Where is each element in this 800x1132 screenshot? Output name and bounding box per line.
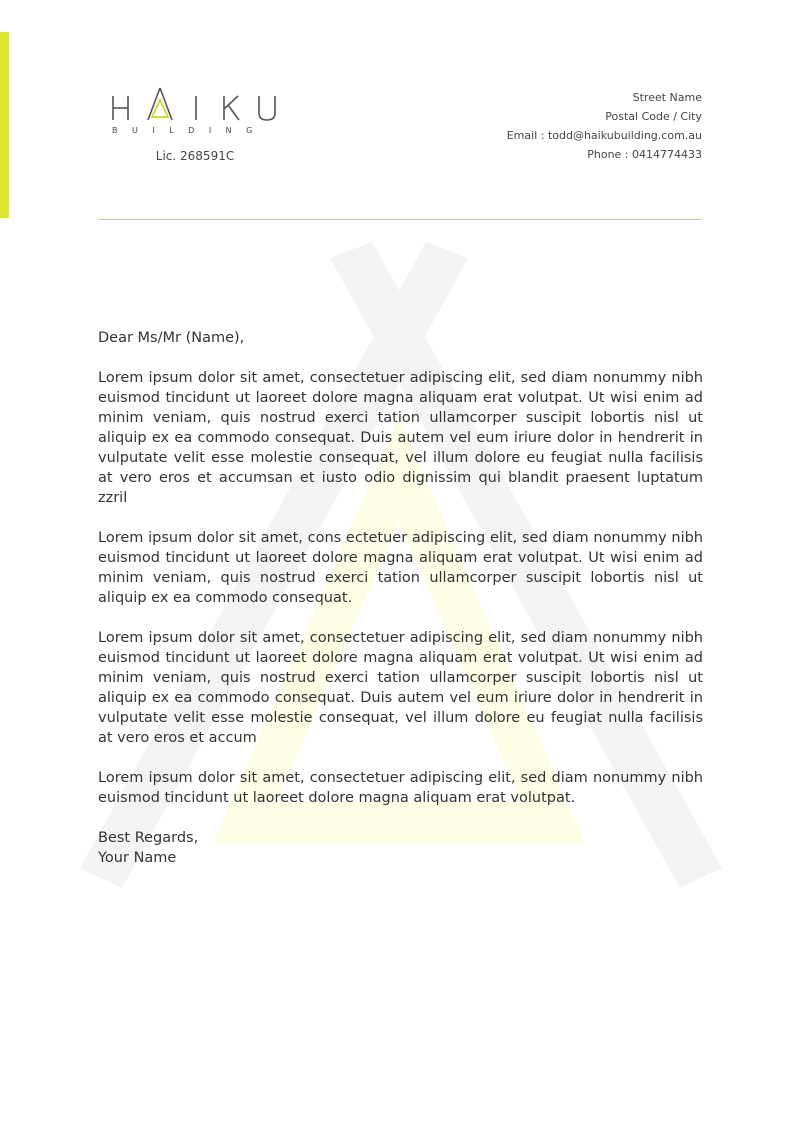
logo-subtext: BUILDING bbox=[112, 126, 267, 135]
license-number: Lic. 268591C bbox=[155, 149, 235, 163]
closing: Best Regards, bbox=[98, 830, 199, 846]
contact-email: Email : todd@haikubuilding.com.au bbox=[506, 129, 702, 142]
contact-phone: Phone : 0414774433 bbox=[587, 148, 702, 161]
paragraph-3: Lorem ipsum dolor sit amet, consectetuer adipiscing elit, sed diam nonummy nibh euismod tincidunt ut laoreet dolore magna aliquam erat volutpat. Ut wisi enim ad minim veniam, quis nostrud exerci tation ullamcorper suscipit lobortis nisl ut aliquip ex ea commodo consequat. Duis autem vel eum iriure dolor in hendrerit in vulputate velit esse molestie consequat, vel illum dolore eu feugiat nulla facilisis at vero eros et accum bbox=[98, 630, 703, 746]
salutation: Dear Ms/Mr (Name), bbox=[98, 330, 245, 346]
contact-street: Street Name bbox=[632, 91, 702, 104]
contact-postal: Postal Code / City bbox=[605, 110, 702, 123]
contact-info bbox=[507, 88, 702, 164]
company-logo bbox=[100, 84, 290, 163]
haiku-logo-icon bbox=[100, 84, 290, 124]
header-divider bbox=[99, 219, 701, 220]
paragraph-4: Lorem ipsum dolor sit amet, consectetuer adipiscing elit, sed diam nonummy nibh euismod tincidunt ut laoreet dolore magna aliquam erat volutpat. bbox=[98, 770, 703, 806]
signature: Your Name bbox=[98, 850, 177, 866]
letter-body bbox=[98, 328, 703, 868]
paragraph-1: Lorem ipsum dolor sit amet, consectetuer adipiscing elit, sed diam nonummy nibh euismod tincidunt ut laoreet dolore magna aliquam erat volutpat. Ut wisi enim ad minim veniam, quis nostrud exerci tation ullamcorper suscipit lobortis nisl ut aliquip ex ea commodo consequat. Duis autem vel eum iriure dolor in hendrerit in vulputate velit esse molestie consequat, vel illum dolore eu feugiat nulla facilisis at vero eros et accumsan et iusto odio dignissim qui blandit praesent luptatum zzril bbox=[98, 370, 703, 506]
paragraph-2: Lorem ipsum dolor sit amet, cons ectetuer adipiscing elit, sed diam nonummy nibh euismod tincidunt ut laoreet dolore magna aliquam erat volutpat. Ut wisi enim ad minim veniam, quis nostrud exerci tation ullamcorper suscipit lobortis nisl ut aliquip ex ea commodo consequat. bbox=[98, 530, 703, 606]
